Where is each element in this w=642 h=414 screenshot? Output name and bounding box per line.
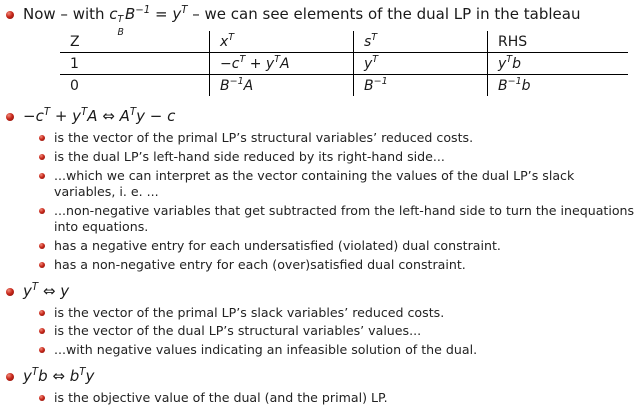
list-item-text: is the vector of the primal LP’s structural variables’ reduced costs. (54, 130, 474, 145)
list-item-text: is the vector of the dual LP’s structural variables’ values... (54, 323, 422, 338)
bullet-icon (39, 243, 45, 249)
cell-s: $y^T$ (354, 53, 488, 75)
list-item-text: is the objective value of the dual (and the primal) LP. (54, 390, 388, 405)
section3-formula: $y^Tb$ ⇔ $b^Ty$ (23, 367, 95, 385)
table-row (60, 53, 628, 75)
list-item (39, 342, 637, 358)
bullet-icon (6, 373, 14, 381)
bullet-icon (39, 328, 45, 334)
cell-rhs: $y^Tb$ (488, 53, 629, 75)
cell-s: $B^{-1}$ (354, 75, 488, 97)
list-item-text: is the dual LP’s left-hand side reduced by its right-hand side... (54, 149, 445, 164)
list-item (39, 130, 637, 146)
list-item (39, 203, 637, 234)
header-z: Z (60, 31, 210, 53)
list-item-text: ...with negative values indicating an infeasible solution of the dual. (54, 342, 478, 357)
bullet-icon (39, 395, 45, 401)
cell-z: 1 (60, 53, 210, 75)
list-item (39, 390, 637, 406)
list-item (39, 168, 637, 199)
list-item-text: has a negative entry for each undersatisfied (violated) dual constraint. (54, 238, 501, 253)
list-item (39, 238, 637, 254)
cell-x: $B^{-1}A$ (210, 75, 354, 97)
bullet-icon (39, 173, 45, 179)
list-item-text: has a non-negative entry for each (over)satisfied dual constraint. (54, 257, 466, 272)
header-rhs: RHS (488, 31, 629, 53)
bullet-icon (6, 113, 14, 121)
section2-title (6, 282, 69, 303)
bullet-icon (39, 310, 45, 316)
list-item-text: ...which we can interpret as the vector containing the values of the dual LP’s slack variables, i. e. ... (54, 168, 575, 199)
section2-formula: $y^T$ ⇔ y (23, 282, 70, 300)
header-x: $x^T$ (210, 31, 354, 53)
list-item-text: is the vector of the primal LP’s slack variables’ reduced costs. (54, 305, 445, 320)
bullet-icon (39, 262, 45, 268)
list-item (39, 257, 637, 273)
bullet-icon (39, 347, 45, 353)
header-s: $s^T$ (354, 31, 488, 53)
heading-text: Now – with c T B $B^{-1} = y^T$ – we can see elements of the dual LP in the tableau (23, 5, 581, 38)
bullet-icon (6, 288, 14, 296)
bullet-icon (39, 154, 45, 160)
list-item (39, 305, 637, 321)
table-header-row (60, 31, 628, 53)
section1-formula: $-c^T + y^TA$ ⇔ $A^Ty - c$ (23, 107, 176, 125)
tableau-table (60, 31, 628, 96)
list-item (39, 149, 637, 165)
bullet-icon (39, 135, 45, 141)
cell-z: 0 (70, 77, 79, 94)
bullet-icon (6, 11, 14, 19)
section3-title (6, 367, 94, 388)
bullet-icon (39, 208, 45, 214)
cell-rhs: $B^{-1}b$ (488, 75, 629, 97)
cell-x: $-c^T + y^TA$ (210, 53, 354, 75)
table-row (60, 75, 628, 97)
section1-title (6, 107, 175, 128)
list-item-text: ...non-negative variables that get subtracted from the left-hand side to turn the inequations into equations. (54, 203, 635, 234)
list-item (39, 323, 637, 339)
